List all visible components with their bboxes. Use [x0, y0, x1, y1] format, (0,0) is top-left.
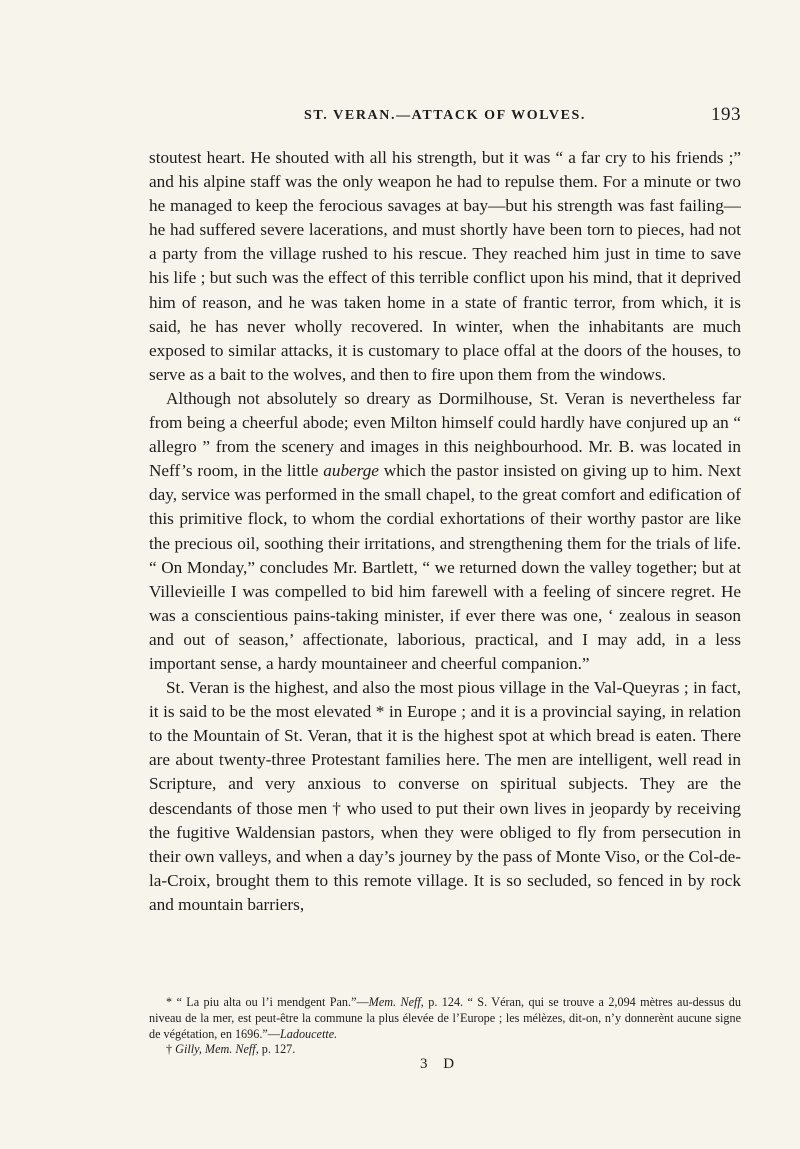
signature-mark: 3 D: [420, 1056, 461, 1072]
paragraph-2-part-1: Although not absolutely so dreary as Dormilhouse, St. Veran is nevertheless far from being a cheerful abode; even Milton himself could hardly have conjured up an “ allegro ” from the scenery and images in this neighbourhood. Mr. B. was located in Neff’s room, in the little: [149, 388, 741, 481]
italic-auberge: auberge: [323, 461, 379, 481]
paragraph-2-part-2: which the pastor insisted on giving up to him. Next day, service was performed in the small chapel, to the great comfort and edification of this primitive flock, to whom the cordial exhortations of their worthy pastor are like the precious oil, soothing their irritations, and strengthening them for the trials of life. “ On Monday,” concludes Mr. Bartlett, “ we returned down the valley together; but at Villevieille I was compelled to bid him farewell with a feeling of sincere regret. He was a conscientious pains-taking minister, if ever there was one, ‘ zealous in season and out of season,’ affectionate, laborious, practical, and I may add, in a less important sense, a hardy mountaineer and cheerful companion.”: [149, 461, 741, 673]
footnote-1: [149, 995, 741, 1042]
footnotes: [149, 995, 741, 1058]
footnote-1-text-2: p. 124. “ S. Véran, qui se trouve a 2,094 mètres au-dessus du niveau de la mer, est peut-être la commune la plus élevée de l’Europe ; les mélèzes, dit-on, n’y donnerènt aucune signe de végétation, en 1696.”—: [149, 995, 741, 1041]
body-text: [149, 146, 741, 917]
paragraph-3: St. Veran is the highest, and also the most pious village in the Val-Queyras ; in fact, it is said to be the most elevated * in Europe ; and it is a provincial saying, in relation to the Mountain of St. Veran, that it is the highest spot at which bread is eaten. There are about twenty-three Protestant families here. The men are intelligent, well read in Scripture, and very anxious to converse on spiritual subjects. They are the descendants of those men † who used to put their own lives in jeopardy by receiving the fugitive Waldensian pastors, when they were obliged to fly from persecution in their own valleys, and when a day’s journey by the pass of Monte Viso, or the Col-de-la-Croix, brought them to this remote village. It is so secluded, so fenced in by rock and mountain barriers,: [149, 678, 741, 914]
footnote-2-citation: Gilly, Mem. Neff,: [175, 1042, 259, 1057]
footnote-2-mark: †: [166, 1042, 176, 1057]
footnote-2-text: p. 127.: [258, 1042, 296, 1057]
paragraph-1: stoutest heart. He shouted with all his strength, but it was “ a far cry to his friends ;” and his alpine staff was the only weapon he had to repulse them. For a minute or two he managed to keep the ferocious savages at bay—but his strength was fast failing—he had suffered severe lacerations, and must shortly have been torn to pieces, had not a party from the village rushed to his rescue. They reached him just in time to save his life ; but such was the effect of this terrible conflict upon his mind, that it deprived him of reason, and he was taken home in a state of frantic terror, from which, it is said, he has never wholly recovered. In winter, when the inhabitants are much exposed to similar attacks, it is customary to place offal at the doors of the houses, to serve as a bait to the wolves, and then to fire upon them from the windows.: [149, 148, 741, 384]
footnote-1-text: * “ La piu alta ou l’i mendgent Pan.”—: [166, 995, 369, 1009]
running-head: ST. VERAN.—ATTACK OF WOLVES.: [303, 108, 587, 123]
page-number: 193: [711, 104, 741, 125]
footnote-1-citation-2: Ladoucette.: [279, 1026, 338, 1041]
page-header: [149, 104, 741, 134]
footnote-1-citation: Mem. Neff,: [368, 995, 424, 1009]
paragraph-2: [149, 387, 741, 676]
